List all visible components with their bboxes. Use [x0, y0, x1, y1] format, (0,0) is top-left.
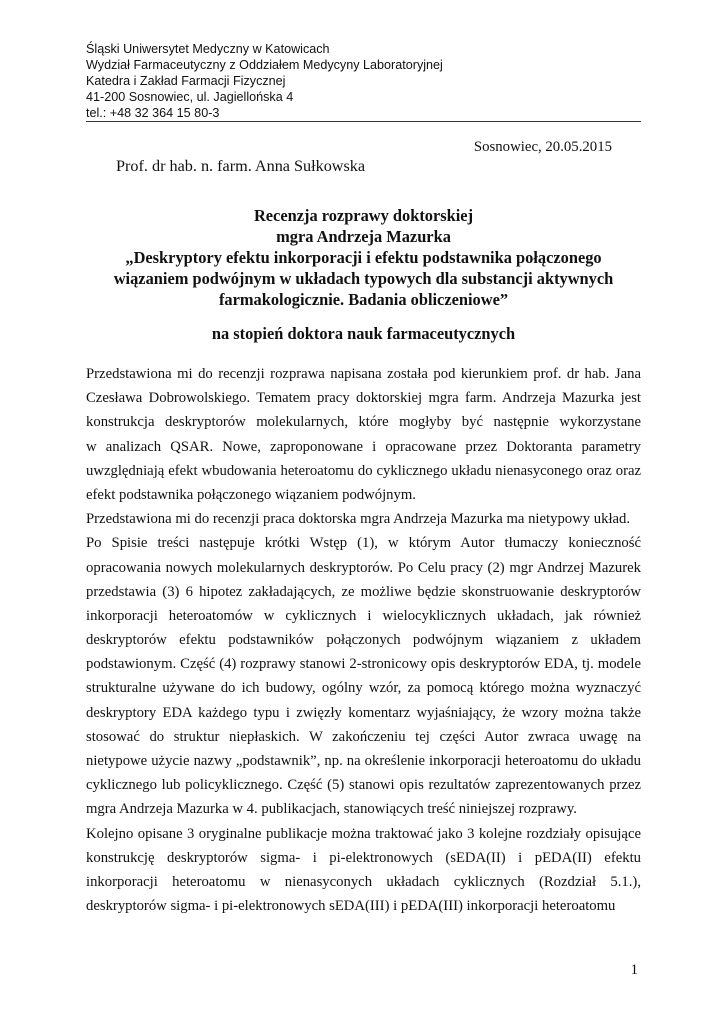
body-line: Czesława Dobrowolskiego. Tematem pracy doktorskiej mgra farm. Andrzeja Mazurka jest	[86, 390, 641, 407]
degree-subtitle: na stopień doktora nauk farmaceutycznych	[211, 324, 516, 343]
body-line: opracowania nowych molekularnych deskryptorów. Po Celu pracy (2) mgr Andrzej Mazurek	[86, 559, 641, 576]
body-line: Przedstawiona mi do recenzji praca doktorska mgra Andrzeja Mazurka ma nietypowy układ.	[86, 511, 631, 528]
letterhead-phone: tel.: +48 32 364 15 80-3	[86, 106, 220, 120]
title-line: „Deskryptory efektu inkorporacji i efektu podstawnika połączonego	[125, 248, 602, 267]
letterhead	[86, 41, 641, 121]
letterhead-address: 41-200 Sosnowiec, ul. Jagiellońska 4	[86, 90, 294, 104]
body-line: strukturalne używane do ich budowy, ogólny wzór, za pomocą którego można wyznaczyć	[86, 680, 641, 697]
page-number: 1	[630, 962, 638, 978]
body-line: deskryptorów efektu podstawników połączonych podwójnym wiązaniem z układem	[86, 632, 641, 649]
reviewer-name: Prof. dr hab. n. farm. Anna Sułkowska	[116, 157, 366, 175]
letterhead-university: Śląski Uniwersytet Medyczny w Katowicach	[86, 42, 330, 56]
body-line: w analizach QSAR. Nowe, zaproponowane i opracowane przez Doktoranta parametry	[86, 438, 641, 455]
body-line: Po Spisie treści następuje krótki Wstęp (1), w którym Autor tłumaczy konieczność	[86, 535, 641, 552]
body-line: efekt podstawnika połączonego wiązaniem podwójnym.	[86, 486, 416, 503]
body-line: podstawionym. Część (4) rozprawy stanowi 2-stronicowy opis deskryptorów EDA, tj. modele	[86, 656, 641, 673]
body-line: inkorporacji heteroatomów w cyklicznych i wielocyklicznych układach, jak również	[86, 607, 641, 624]
review-body	[86, 362, 641, 918]
body-line: konstrukcja deskryptorów molekularnych, które mogłyby być następnie wykorzystane	[86, 414, 641, 431]
body-line: deskryptorów sigma- i pi-elektronowych sEDA(III) i pEDA(III) inkorporacji heteroatomu	[86, 898, 616, 915]
body-line: Kolejno opisane 3 oryginalne publikacje można traktować jako 3 kolejne rozdziały opisujące	[86, 825, 641, 842]
letterhead-department: Katedra i Zakład Farmacji Fizycznej	[86, 74, 286, 88]
body-line: deskryptory EDA każdego typu i zwięzły komentarz wyjaśniający, że wzory można także	[86, 704, 641, 721]
review-title	[86, 205, 641, 310]
body-line: mgra Andrzeja Mazurka w 4. publikacjach, stanowiących treść niniejszej rozprawy.	[86, 801, 577, 818]
body-line: uwzględniają efekt wbudowania heteroatomu do cyklicznego układu nienasyconego oraz oraz	[86, 462, 641, 479]
body-line: inkorporacji heteroatomu w nienasyconych układach cyklicznych (Rozdział 5.1.),	[86, 873, 641, 890]
body-line: konstrukcję deskryptorów sigma- i pi-elektronowych (sEDA(II) i pEDA(II) efektu	[86, 849, 641, 866]
title-line: wiązaniem podwójnym w układach typowych dla substancji aktywnych	[113, 269, 614, 288]
title-line: Recenzja rozprawy doktorskiej	[253, 206, 474, 225]
body-line: stosować do struktur niepłaskich. W zakończeniu tej części Autor zwraca uwagę na	[86, 728, 641, 745]
body-line: cyklicznego lub policyklicznego. Część (5) stanowi opis rezultatów zaprezentowanych przez	[86, 777, 641, 794]
title-line: farmakologicznie. Badania obliczeniowe”	[218, 290, 509, 309]
body-line: nietypowe użycie nazwy „podstawnik”, np. na określenie inkorporacji heteroatomu do układu	[86, 753, 641, 769]
letterhead-faculty: Wydział Farmaceutyczny z Oddziałem Medycyny Laboratoryjnej	[86, 58, 443, 72]
body-line: przedstawia (3) 6 hipotez zakładających, ze możliwe będzie skonstruowanie deskryptorów	[86, 583, 641, 600]
letterhead-divider	[86, 121, 641, 122]
title-line: mgra Andrzeja Mazurka	[276, 227, 451, 246]
body-line: Przedstawiona mi do recenzji rozprawa napisana została pod kierunkiem prof. dr hab. Jana	[86, 366, 641, 382]
letter-date: Sosnowiec, 20.05.2015	[473, 139, 612, 155]
